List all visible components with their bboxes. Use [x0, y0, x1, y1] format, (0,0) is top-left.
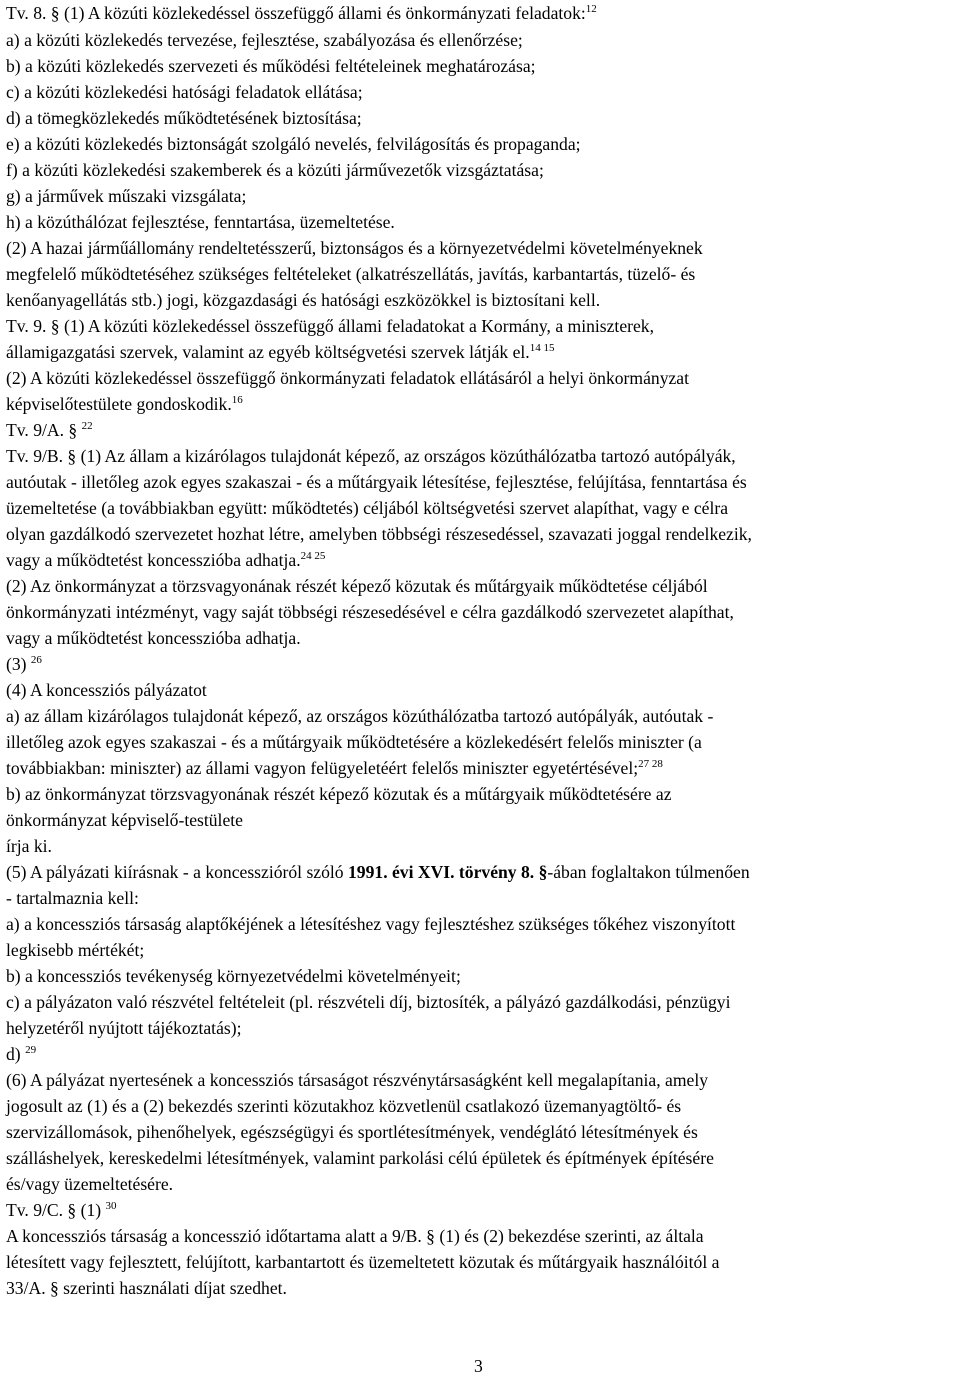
text-line	[6, 131, 956, 157]
footnote-reference: 29	[25, 1044, 37, 1056]
text-line	[6, 651, 956, 677]
text-line	[6, 911, 956, 937]
text-line	[6, 989, 956, 1015]
line-text: (6) A pályázat nyertesének a koncessziós társaságot részvénytársaságként kell megalapítania, amely	[6, 1070, 709, 1090]
text-line	[6, 53, 956, 79]
line-text: szervizállomások, pihenőhelyek, egészségügyi és sportlétesítmények, vendéglátó létesítmények és	[6, 1122, 698, 1142]
line-text: Tv. 9. § (1) A közúti közlekedéssel összefüggő állami feladatokat a Kormány, a miniszterek,	[6, 316, 654, 336]
text-line	[6, 27, 956, 53]
line-text: üzemeltetése (a továbbiakban együtt: működtetés) céljából költségvetési szervet alapíthat, vagy e célra	[6, 498, 729, 518]
text-line	[6, 183, 956, 209]
footnote-reference: 22	[81, 420, 93, 432]
line-text: a) a közúti közlekedés tervezése, fejlesztése, szabályozása és ellenőrzése;	[6, 30, 523, 50]
text-line	[6, 443, 956, 469]
line-text: h) a közúthálózat fejlesztése, fenntartása, üzemeltetése.	[6, 212, 395, 232]
line-text: önkormányzati intézményt, vagy saját többségi részesedésével e célra gazdálkodó szervezetet alapíthat,	[6, 602, 734, 622]
line-text: c) a közúti közlekedési hatósági feladatok ellátása;	[6, 82, 363, 102]
text-line	[6, 833, 956, 859]
line-text: önkormányzat képviselő-testülete	[6, 810, 243, 830]
text-line	[6, 79, 956, 105]
line-text: (2) Az önkormányzat a törzsvagyonának részét képező közutak és műtárgyaik működtetése céljából	[6, 576, 708, 596]
text-line	[6, 1015, 956, 1041]
text-line	[6, 1145, 956, 1171]
footnote-reference: 30	[105, 1200, 117, 1212]
line-text: kenőanyagellátás stb.) jogi, közgazdasági és hatósági eszközökkel is biztosítani kell.	[6, 290, 601, 310]
line-text: a) a koncessziós társaság alaptőkéjének a létesítéshez vagy fejlesztéshez szükséges tőkéhez viszonyított	[6, 914, 736, 934]
line-text: képviselőtestülete gondoskodik.	[6, 394, 232, 414]
line-text: d)	[6, 1044, 26, 1064]
text-line	[6, 1067, 956, 1093]
line-text: (3)	[6, 654, 31, 674]
text-line	[6, 1223, 956, 1249]
text-line	[6, 937, 956, 963]
text-line	[6, 677, 956, 703]
text-line	[6, 1119, 956, 1145]
text-line	[6, 859, 956, 885]
text-line	[6, 521, 956, 547]
text-line	[6, 963, 956, 989]
line-text: államigazgatási szervek, valamint az egyéb költségvetési szervek látják el.	[6, 342, 530, 362]
line-text: c) a pályázaton való részvétel feltételeit (pl. részvételi díj, biztosíték, a pályázó gazdálkodási, pénzügyi	[6, 992, 731, 1012]
line-text: (2) A hazai járműállomány rendeltetésszerű, biztonságos és a környezetvédelmi követelményeknek	[6, 238, 703, 258]
text-line	[6, 1041, 956, 1067]
line-text: olyan gazdálkodó szervezetet hozhat létre, amelyben többségi részesedéssel, szavazati joggal rendelkezik,	[6, 524, 752, 544]
line-text: vagy a működtetést koncesszióba adhatja.	[6, 628, 301, 648]
line-text: - tartalmaznia kell:	[6, 888, 139, 908]
text-line	[6, 1249, 956, 1275]
line-text: jogosult az (1) és a (2) bekezdés szerinti közutakhoz közvetlenül csatlakozó üzemanyagtöltő- és	[6, 1096, 682, 1116]
text-line	[6, 365, 956, 391]
line-text: legkisebb mértékét;	[6, 940, 145, 960]
text-line	[6, 313, 956, 339]
text-line	[6, 703, 956, 729]
line-text: e) a közúti közlekedés biztonságát szolgáló nevelés, felvilágosítás és propaganda;	[6, 134, 581, 154]
line-text: vagy a működtetést koncesszióba adhatja.	[6, 550, 301, 570]
text-line	[6, 807, 956, 833]
text-line	[6, 235, 956, 261]
footnote-reference: 14 15	[529, 342, 555, 354]
line-text: (2) A közúti közlekedéssel összefüggő önkormányzati feladatok ellátásáról a helyi önkormányzat	[6, 368, 689, 388]
text-line	[6, 391, 956, 417]
line-text: szálláshelyek, kereskedelmi létesítmények, valamint parkolási célú épületek és építmények építésére	[6, 1148, 714, 1168]
line-text: írja ki.	[6, 836, 52, 856]
text-line	[6, 573, 956, 599]
text-line	[6, 495, 956, 521]
legal-text-body	[6, 0, 956, 1301]
text-line	[6, 781, 956, 807]
footnote-reference: 12	[585, 3, 597, 15]
text-line	[6, 105, 956, 131]
line-text: létesített vagy fejlesztett, felújított, karbantartott és üzemeltetett közutak és műtárgyaik használóitól a	[6, 1252, 720, 1272]
line-text: és/vagy üzemeltetésére.	[6, 1174, 174, 1194]
text-line	[6, 209, 956, 235]
text-line	[6, 1171, 956, 1197]
line-text: továbbiakban: miniszter) az állami vagyon felügyeletéért felelős miniszter egyetértésével;	[6, 758, 639, 778]
text-line	[6, 599, 956, 625]
line-text: Tv. 9/A. §	[6, 420, 82, 440]
law-reference: 1991. évi XVI. törvény 8. §	[348, 862, 548, 882]
line-text: illetőleg azok egyes szakaszai - és a műtárgyaik működtetésére a közlekedésért felelős miniszter (a	[6, 732, 702, 752]
line-text: Tv. 9/B. § (1) Az állam a kizárólagos tulajdonát képező, az országos közúthálózatba tartozó autópályák,	[6, 446, 736, 466]
text-line	[6, 1275, 956, 1301]
line-text: (5) A pályázati kiírásnak - a koncesszióról szóló	[6, 862, 348, 882]
footnote-reference: 16	[231, 394, 243, 406]
line-text: autóutak - illetőleg azok egyes szakaszai - és a műtárgyaik létesítése, fejlesztése, felújítása, fenntartása és	[6, 472, 747, 492]
line-text-continuation: -ában foglaltakon túlmenően	[547, 862, 750, 882]
footnote-reference: 27 28	[638, 758, 663, 770]
line-text: 33/A. § szerinti használati díjat szedhet.	[6, 1278, 287, 1298]
text-line	[6, 729, 956, 755]
page-number: 3	[474, 1356, 483, 1376]
text-line	[6, 1197, 956, 1223]
text-line	[6, 755, 956, 781]
footnote-reference: 26	[30, 654, 42, 666]
line-text: megfelelő működtetéséhez szükséges feltételeket (alkatrészellátás, javítás, karbantartás, tüzelő- és	[6, 264, 696, 284]
line-text: a) az állam kizárólagos tulajdonát képező, az országos közúthálózatba tartozó autópályák, autóutak -	[6, 706, 714, 726]
text-line	[6, 261, 956, 287]
footnote-reference: 24 25	[300, 550, 326, 562]
line-text: d) a tömegközlekedés működtetésének biztosítása;	[6, 108, 362, 128]
line-text: A koncessziós társaság a koncesszió időtartama alatt a 9/B. § (1) és (2) bekezdése szerinti, az általa	[6, 1226, 704, 1246]
text-line	[6, 0, 956, 27]
line-text: b) a közúti közlekedés szervezeti és működési feltételeinek meghatározása;	[6, 56, 536, 76]
text-line	[6, 417, 956, 443]
line-text: Tv. 8. § (1) A közúti közlekedéssel összefüggő állami és önkormányzati feladatok:	[6, 3, 586, 23]
line-text: g) a járművek műszaki vizsgálata;	[6, 186, 247, 206]
text-line	[6, 339, 956, 365]
text-line	[6, 625, 956, 651]
text-line	[6, 1093, 956, 1119]
line-text: b) az önkormányzat törzsvagyonának részét képező közutak és a műtárgyaik működtetésére az	[6, 784, 672, 804]
text-line	[6, 157, 956, 183]
text-line	[6, 885, 956, 911]
text-line	[6, 287, 956, 313]
line-text: f) a közúti közlekedési szakemberek és a közúti járművezetők vizsgáztatása;	[6, 160, 544, 180]
text-line	[6, 469, 956, 495]
line-text: b) a koncessziós tevékenység környezetvédelmi követelményeit;	[6, 966, 461, 986]
line-text: (4) A koncessziós pályázatot	[6, 680, 207, 700]
line-text: helyzetéről nyújtott tájékoztatás);	[6, 1018, 242, 1038]
line-text: Tv. 9/C. § (1)	[6, 1200, 106, 1220]
text-line	[6, 547, 956, 573]
